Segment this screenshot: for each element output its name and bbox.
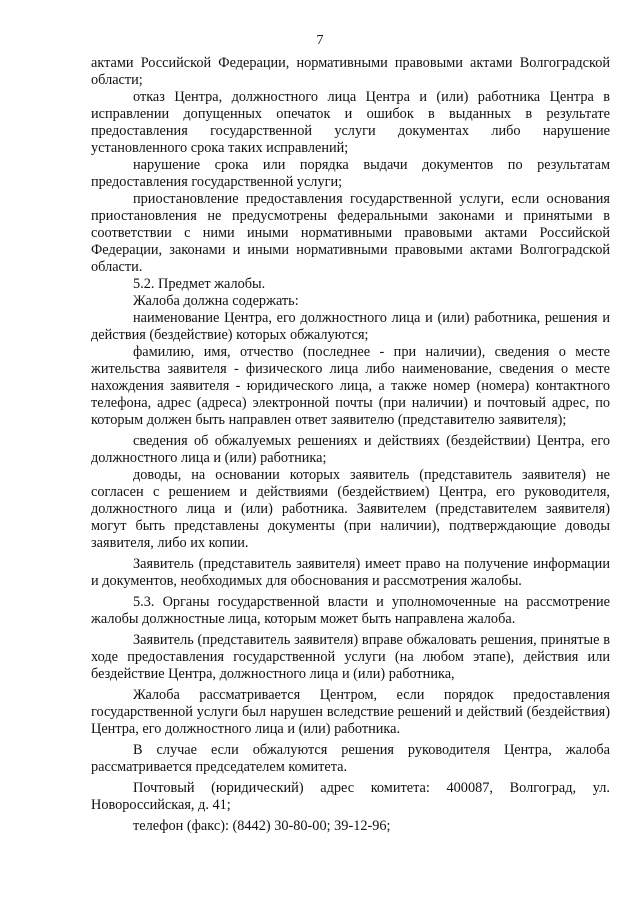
paragraph-16: Почтовый (юридический) адрес комитета: 400087, Волгоград, ул. Новороссийская, д. 41; — [91, 780, 610, 813]
section-heading-5-3: 5.3. Органы государственной власти и уполномоченные на рассмотрение жалобы должностные лица, которым может быть направлена жалоба. — [91, 594, 610, 627]
paragraph-13: Заявитель (представитель заявителя) вправе обжаловать решения, принятые в ходе предоставления государственной услуги (на любом этапе), действия или бездействие Центра, должностного лица и (или) работника, — [91, 632, 610, 682]
paragraph-2: отказ Центра, должностного лица Центра и (или) работника Центра в исправлении допущенных опечаток и ошибок в выданных в результате предоставления государственной услуги документах либо нарушение установленного срока таких исправлений; — [91, 89, 610, 156]
paragraph-9: сведения об обжалуемых решениях и действиях (бездействии) Центра, его должностного лица и (или) работника; — [91, 433, 610, 466]
paragraph-15: В случае если обжалуются решения руководителя Центра, жалоба рассматривается председателем комитета. — [91, 742, 610, 775]
section-heading-5-2: 5.2. Предмет жалобы. — [133, 276, 266, 292]
paragraph-7: наименование Центра, его должностного лица и (или) работника, решения и действия (бездействие) которых обжалуются; — [91, 310, 610, 343]
paragraph-8: фамилию, имя, отчество (последнее - при наличии), сведения о месте жительства заявителя - физического лица либо наименование, сведения о месте нахождения заявителя - юридического лица, а также номер (номера) контактного телефона, адрес (адреса) электронной почты (при наличии) и почтовый адрес, по которым должен быть направлен ответ заявителю (представителю заявителя); — [91, 344, 610, 428]
paragraph-11: Заявитель (представитель заявителя) имеет право на получение информации и документов, необходимых для обоснования и рассмотрения жалобы. — [91, 556, 610, 589]
document-body — [91, 55, 610, 835]
paragraph-10: доводы, на основании которых заявитель (представитель заявителя) не согласен с решением и действиями (бездействием) Центра, его руководителя, должностного лица и (или) работника. Заявителем (представителем заявителя) могут быть представлены документы (при наличии), подтверждающие доводы заявителя, либо их копии. — [91, 467, 610, 551]
paragraph-14: Жалоба рассматривается Центром, если порядок предоставления государственной услуги был нарушен вследствие решений и действий (бездействия) Центра, его должностного лица и (или) работника. — [91, 687, 610, 737]
paragraph-4: приостановление предоставления государственной услуги, если основания приостановления не предусмотрены федеральными законами и принятыми в соответствии с ними иными нормативными правовыми актами Российской Федерации, законами и иными нормативными правовыми актами Волгоградской области. — [91, 191, 610, 275]
page-number: 7 — [316, 33, 324, 48]
paragraph-1: актами Российской Федерации, нормативными правовыми актами Волгоградской области; — [91, 55, 610, 88]
paragraph-17: телефон (факс): (8442) 30-80-00; 39-12-96; — [133, 818, 391, 834]
paragraph-3: нарушение срока или порядка выдачи документов по результатам предоставления государственной услуги; — [91, 157, 610, 190]
paragraph-6: Жалоба должна содержать: — [133, 293, 299, 309]
